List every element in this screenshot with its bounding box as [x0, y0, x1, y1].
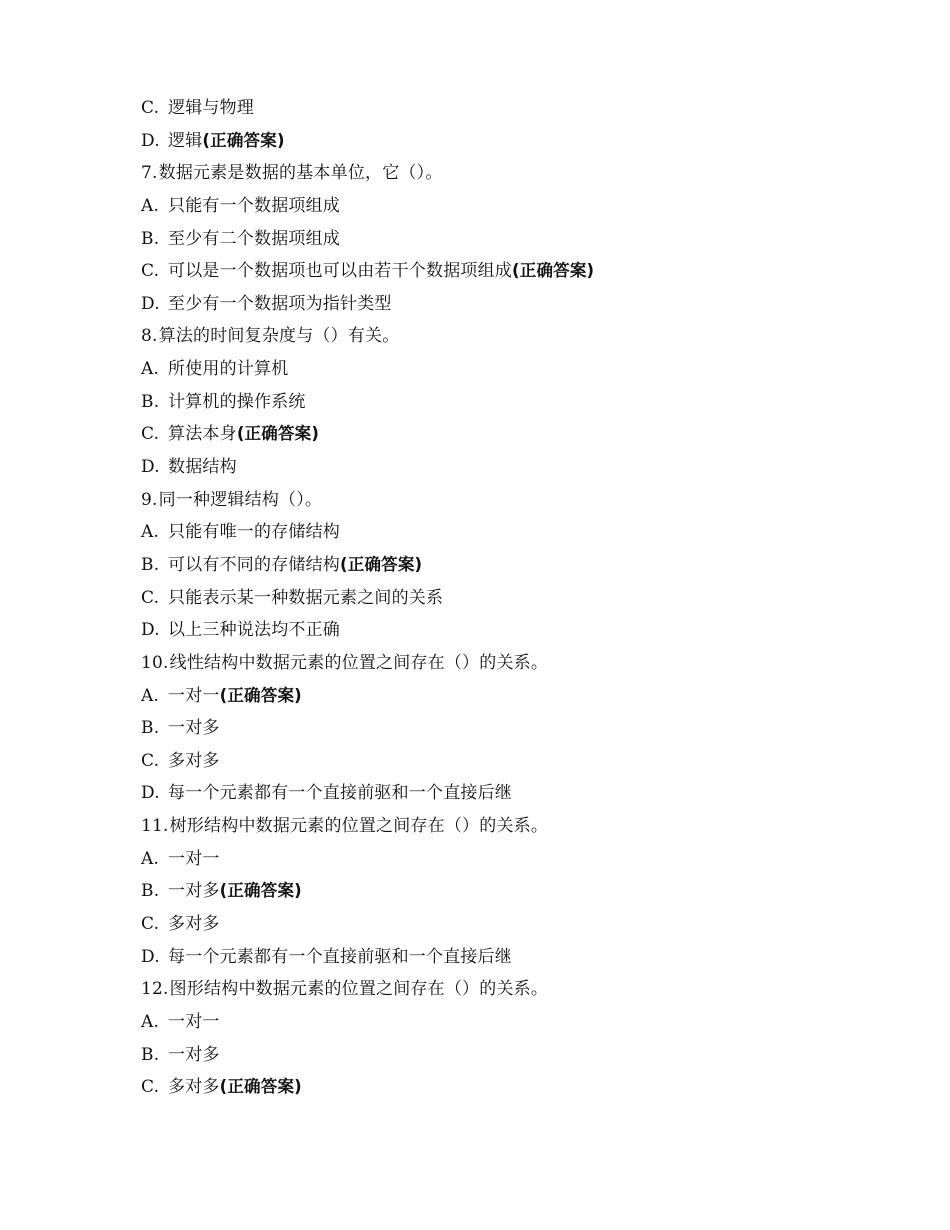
option-text: 只能表示某一种数据元素之间的关系 [168, 587, 444, 608]
option-letter: A. [141, 359, 160, 380]
option-text: 只能有唯一的存储结构 [168, 522, 340, 543]
answer-option [141, 745, 901, 778]
option-letter: C. [141, 261, 160, 282]
question-stem [141, 647, 901, 680]
option-text: 可以是一个数据项也可以由若干个数据项组成 [168, 261, 512, 282]
option-letter: B. [141, 1044, 160, 1065]
option-text: 逻辑与物理 [168, 98, 254, 118]
answer-option [141, 582, 901, 615]
question-number: 9. [141, 489, 158, 510]
answer-option [141, 125, 901, 158]
answer-option [141, 843, 901, 876]
option-letter: C. [141, 914, 160, 935]
option-letter: D. [141, 946, 160, 967]
option-letter: D. [141, 620, 160, 641]
option-letter: A. [141, 685, 160, 706]
option-text: 每一个元素都有一个直接前驱和一个直接后继 [168, 783, 512, 804]
answer-option [141, 288, 901, 321]
answer-option [141, 255, 901, 288]
question-stem [141, 157, 901, 190]
correct-answer-mark: (正确答案) [219, 685, 302, 705]
correct-answer-mark: (正确答案) [236, 424, 320, 444]
option-letter: C. [141, 750, 160, 771]
option-text: 所使用的计算机 [168, 359, 289, 380]
option-text: 以上三种说法均不正确 [168, 620, 340, 641]
option-text: 多对多 [168, 750, 220, 771]
correct-answer-mark: (正确答案) [219, 881, 302, 901]
answer-option [141, 549, 901, 582]
option-text: 一对多 [168, 1044, 220, 1065]
question-stem [141, 484, 901, 517]
correct-answer-mark: (正确答案) [202, 130, 285, 150]
question-number: 10. [141, 652, 169, 673]
option-text: 计算机的操作系统 [168, 391, 306, 412]
option-letter: B. [141, 881, 160, 902]
question-text: 图形结构中数据元素的位置之间存在（）的关系。 [169, 979, 549, 1000]
option-letter: C. [141, 587, 160, 608]
option-text: 至少有二个数据项组成 [168, 228, 340, 249]
option-letter: D. [141, 783, 160, 804]
option-letter: B. [141, 228, 160, 249]
answer-option [141, 614, 901, 647]
option-letter: B. [141, 554, 160, 575]
option-letter: C. [141, 1077, 160, 1098]
option-letter: A. [141, 195, 160, 216]
answer-option [141, 92, 901, 125]
option-text: 至少有一个数据项为指针类型 [168, 293, 392, 314]
option-letter: B. [141, 718, 160, 739]
question-text: 算法的时间复杂度与（）有关。 [158, 326, 400, 347]
option-text: 多对多 [168, 914, 220, 935]
question-number: 7. [141, 163, 158, 184]
answer-option [141, 451, 901, 484]
answer-option [141, 418, 901, 451]
option-text: 只能有一个数据项组成 [168, 195, 340, 216]
option-letter: C. [141, 424, 160, 445]
option-letter: C. [141, 98, 160, 118]
correct-answer-mark: (正确答案) [512, 261, 595, 281]
answer-option [141, 777, 901, 810]
option-letter: D. [141, 130, 160, 151]
option-letter: D. [141, 293, 160, 314]
question-number: 8. [141, 326, 158, 347]
option-text: 算法本身 [168, 424, 237, 445]
option-text: 一对多 [168, 881, 220, 902]
answer-option [141, 712, 901, 745]
option-text: 一对一 [168, 685, 220, 706]
question-stem [141, 973, 901, 1006]
option-text: 数据结构 [168, 457, 237, 478]
answer-option [141, 1039, 901, 1072]
option-letter: A. [141, 1011, 160, 1032]
option-text: 可以有不同的存储结构 [168, 554, 340, 575]
option-text: 每一个元素都有一个直接前驱和一个直接后继 [168, 946, 512, 967]
question-text: 树形结构中数据元素的位置之间存在（）的关系。 [169, 816, 549, 837]
option-text: 多对多 [168, 1077, 220, 1098]
option-letter: A. [141, 522, 160, 543]
answer-option [141, 190, 901, 223]
question-text: 同一种逻辑结构（）。 [158, 489, 323, 510]
question-stem [141, 810, 901, 843]
option-text: 一对一 [168, 848, 220, 869]
question-text: 数据元素是数据的基本单位，它（）。 [158, 163, 443, 184]
answer-option [141, 386, 901, 419]
answer-option [141, 941, 901, 974]
option-letter: A. [141, 848, 160, 869]
question-text: 线性结构中数据元素的位置之间存在（）的关系。 [169, 652, 549, 673]
option-text: 逻辑 [168, 130, 203, 151]
answer-option [141, 908, 901, 941]
answer-option [141, 516, 901, 549]
answer-option [141, 353, 901, 386]
option-text: 一对一 [168, 1011, 220, 1032]
question-stem [141, 320, 901, 353]
option-text: 一对多 [168, 718, 220, 739]
option-letter: D. [141, 457, 160, 478]
correct-answer-mark: (正确答案) [219, 1077, 302, 1097]
answer-option [141, 223, 901, 256]
answer-option [141, 875, 901, 908]
correct-answer-mark: (正确答案) [340, 554, 423, 574]
question-list [141, 92, 901, 1104]
question-number: 11. [141, 816, 169, 837]
question-number: 12. [141, 979, 169, 1000]
answer-option [141, 1006, 901, 1039]
option-letter: B. [141, 391, 160, 412]
answer-option [141, 680, 901, 713]
answer-option [141, 1071, 901, 1104]
